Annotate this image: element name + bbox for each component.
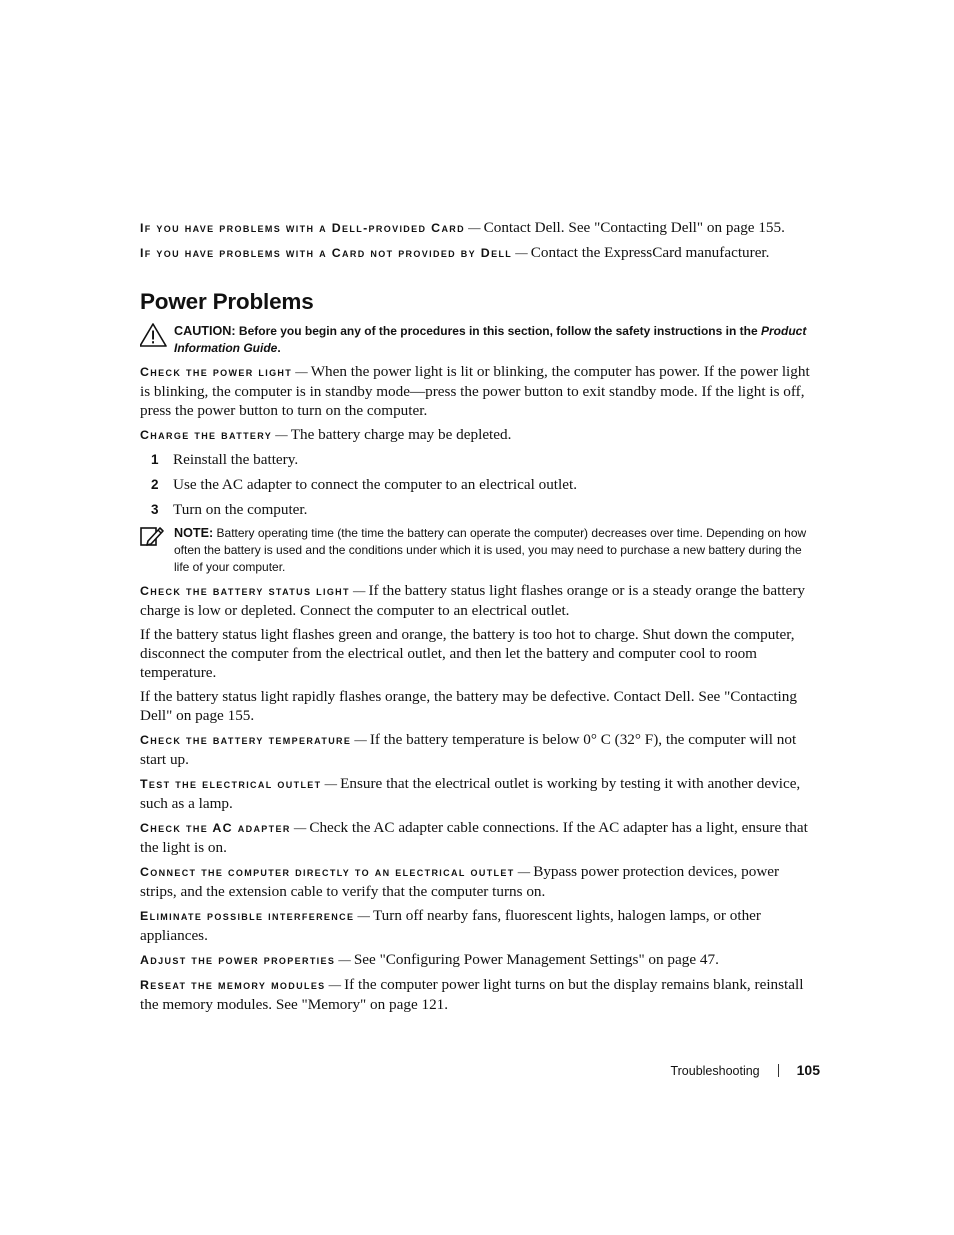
paragraph-defective: If the battery status light rapidly flashes orange, the battery may be defective. Contact Dell. See "Contacting Dell" on page 155. [140,688,797,724]
run-in-heading: Check the power light [140,365,293,379]
run-in-heading: Check the AC adapter [140,821,291,835]
paragraph-ac-adapter: Check the AC adapter — Check the AC adapter cable connections. If the AC adapter has a light, ensure that the light is on. [140,819,808,856]
footer-section-name: Troubleshooting [670,1064,760,1078]
paragraph-other-card: If you have problems with a Card not provided by Dell — Contact the ExpressCard manufacturer. [140,244,770,261]
paragraph-battery-status-light: Check the battery status light — If the battery status light flashes orange or is a steady orange the battery charge is low or depleted. Connect the computer to an electrical outlet. [140,582,805,619]
list-item: 3 Turn on the computer. [151,501,308,518]
paragraph-dell-card: If you have problems with a Dell-provided Card — Contact Dell. See "Contacting Dell" on page 155. [140,219,785,236]
note-label: NOTE: [174,526,214,540]
footer-divider [778,1064,779,1077]
steps-list [140,450,814,519]
page-footer [0,1062,820,1078]
paragraph-interference: Eliminate possible interference — Turn off nearby fans, fluorescent lights, halogen lamps, or other appliances. [140,907,761,944]
run-in-heading: Reseat the memory modules [140,978,326,992]
paragraph-text: Turn off nearby fans, fluorescent lights, halogen lamps, or other appliances. [140,907,761,944]
run-in-heading: If you have problems with a Dell-provided Card [140,221,465,235]
note-pencil-icon [140,525,168,549]
list-item: 1 Reinstall the battery. [151,451,299,468]
paragraph-text: If the computer power light turns on but the display remains blank, reinstall the memory modules. See "Memory" on page 121. [140,976,804,1013]
caution-reference: Product Information Guide [174,324,807,355]
paragraph-text: Check the AC adapter cable connections. If the AC adapter has a light, ensure that the light is on. [140,819,808,856]
paragraph-power-properties: Adjust the power properties — See "Configuring Power Management Settings" on page 47. [140,951,719,968]
run-in-heading: Adjust the power properties [140,953,336,967]
paragraph-too-hot: If the battery status light flashes green and orange, the battery is too hot to charge. Shut down the computer, disconnect the computer from the electrical outlet, and then let the battery and computer cool to room temperature. [140,626,795,681]
page-number: 105 [796,1062,820,1078]
page-content [140,218,814,1019]
paragraph-text: Contact the ExpressCard manufacturer. [530,244,770,261]
paragraph-check-power-light: Check the power light — When the power light is lit or blinking, the computer has power. If the power light is blinking, the computer is in standby mode—press the power button to exit standby mode. If the light is off, press the power button to turn on the computer. [140,363,810,419]
paragraph-battery-temperature: Check the battery temperature — If the battery temperature is below 0° C (32° F), the computer will not start up. [140,731,797,768]
run-in-heading: Connect the computer directly to an electrical outlet [140,865,515,879]
run-in-heading: Check the battery temperature [140,733,352,747]
caution-notice: CAUTION: Before you begin any of the procedures in this section, follow the safety instructions in the Product Information Guide. [140,323,814,357]
paragraph-text: If the battery status light flashes orange or is a steady orange the battery charge is low or depleted. Connect the computer to an electrical outlet. [140,582,805,619]
run-in-heading: Check the battery status light [140,584,350,598]
caution-text: Before you begin any of the procedures in this section, follow the safety instructions in the [238,324,758,338]
paragraph-text: See "Configuring Power Management Settings" on page 47. [353,951,719,968]
paragraph-text: When the power light is lit or blinking, the computer has power. If the power light is blinking, the computer is in standby mode—press the power button to exit standby mode. If the light is off, press the power button to turn on the computer. [140,363,810,419]
caution-label: CAUTION: [174,324,236,338]
note-text: Battery operating time (the time the battery can operate the computer) decreases over time. Depending on how often the battery is used and the conditions under which it is used, you may need to purchase a new battery during the life of your computer. [174,526,807,574]
note-notice [140,525,814,576]
list-item: 2 Use the AC adapter to connect the computer to an electrical outlet. [151,476,578,493]
paragraph-text: Bypass power protection devices, power strips, and the extension cable to verify that the computer turns on. [140,863,780,900]
section-title: Power Problems [140,289,314,314]
paragraph-memory-modules: Reseat the memory modules — If the computer power light turns on but the display remains blank, reinstall the memory modules. See "Memory" on page 121. [140,976,804,1013]
paragraph-connect-directly: Connect the computer directly to an electrical outlet — Bypass power protection devices, power strips, and the extension cable to verify that the computer turns on. [140,863,780,900]
run-in-heading: Eliminate possible interference [140,909,355,923]
paragraph-text: Ensure that the electrical outlet is working by testing it with another device, such as a lamp. [140,775,801,812]
paragraph-electrical-outlet: Test the electrical outlet — Ensure that the electrical outlet is working by testing it with another device, such as a lamp. [140,775,801,812]
paragraph-charge-battery: Charge the battery — The battery charge may be depleted. [140,426,512,443]
run-in-heading: Test the electrical outlet [140,777,322,791]
run-in-heading: If you have problems with a Card not provided by Dell [140,246,513,260]
paragraph-text: If the battery temperature is below 0° C (32° F), the computer will not start up. [140,731,797,768]
run-in-heading: Charge the battery [140,428,273,442]
paragraph-text: Contact Dell. See "Contacting Dell" on page 155. [483,219,785,236]
paragraph-text: The battery charge may be depleted. [290,426,512,443]
caution-triangle-icon [140,323,168,347]
